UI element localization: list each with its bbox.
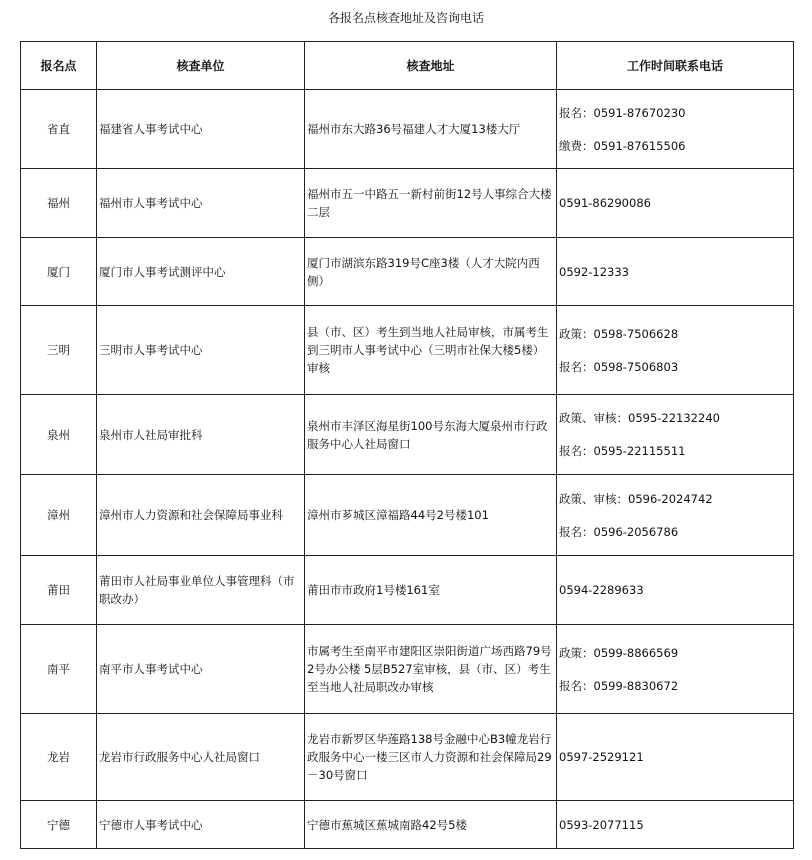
cell-address: 福州市东大路36号福建人才大厦13楼大厅 bbox=[305, 90, 557, 169]
cell-phone bbox=[557, 625, 794, 714]
cell-address: 宁德市蕉城区蕉城南路42号5楼 bbox=[305, 801, 557, 849]
phone-line: 缴费：0591-87615506 bbox=[559, 138, 686, 153]
cell-phone bbox=[557, 169, 794, 238]
cell-unit: 漳州市人力资源和社会保障局事业科 bbox=[97, 475, 305, 556]
phone-line: 0592-12333 bbox=[559, 264, 629, 279]
cell-site: 南平 bbox=[21, 625, 97, 714]
cell-site: 厦门 bbox=[21, 238, 97, 306]
phone-line: 0594-2289633 bbox=[559, 583, 644, 597]
cell-unit: 泉州市人社局审批科 bbox=[97, 395, 305, 475]
table-header-row bbox=[21, 42, 794, 90]
phone-line: 政策：0598-7506628 bbox=[559, 326, 679, 341]
cell-phone bbox=[557, 801, 794, 849]
cell-address: 县（市、区）考生到当地人社局审核，市属考生到三明市人事考试中心（三明市社保大楼5楼）审核 bbox=[305, 306, 557, 395]
cell-site: 福州 bbox=[21, 169, 97, 238]
cell-address: 厦门市湖滨东路319号C座3楼（人才大院内西侧） bbox=[305, 238, 557, 306]
table-row bbox=[21, 395, 794, 475]
cell-site: 宁德 bbox=[21, 801, 97, 849]
cell-unit: 厦门市人事考试测评中心 bbox=[97, 238, 305, 306]
header-site: 报名点 bbox=[21, 42, 97, 90]
phone-line: 0591-86290086 bbox=[559, 196, 651, 210]
table-row bbox=[21, 801, 794, 849]
cell-unit: 三明市人事考试中心 bbox=[97, 306, 305, 395]
phone-line: 报名：0591-87670230 bbox=[559, 105, 686, 120]
phone-line: 报名：0599-8830672 bbox=[559, 678, 679, 693]
phone-line: 0597-2529121 bbox=[559, 750, 644, 764]
phone-line: 报名：0595-22115511 bbox=[559, 444, 686, 458]
table-row bbox=[21, 90, 794, 169]
cell-address: 莆田市市政府1号楼161室 bbox=[305, 556, 557, 625]
cell-phone bbox=[557, 90, 794, 169]
phone-line: 0593-2077115 bbox=[559, 817, 644, 832]
table-row bbox=[21, 625, 794, 714]
cell-site: 龙岩 bbox=[21, 714, 97, 801]
page-title: 各报名点核查地址及咨询电话 bbox=[327, 11, 484, 25]
table-row bbox=[21, 238, 794, 306]
table-row bbox=[21, 306, 794, 395]
cell-phone bbox=[557, 475, 794, 556]
cell-unit: 莆田市人社局事业单位人事管理科（市职改办） bbox=[97, 556, 305, 625]
table-body bbox=[21, 90, 794, 849]
phone-line: 政策、审核：0595-22132240 bbox=[559, 411, 720, 425]
cell-site: 漳州 bbox=[21, 475, 97, 556]
verification-table bbox=[20, 41, 794, 849]
cell-unit: 福州市人事考试中心 bbox=[97, 169, 305, 238]
cell-address: 福州市五一中路五一新村前街12号人事综合大楼二层 bbox=[305, 169, 557, 238]
cell-address: 泉州市丰泽区海星街100号东海大厦泉州市行政服务中心人社局窗口 bbox=[305, 395, 557, 475]
cell-address: 龙岩市新罗区华莲路138号金融中心B3幢龙岩行政服务中心一楼三区市人力资源和社会保障局29－30号窗口 bbox=[305, 714, 557, 801]
phone-line: 报名：0598-7506803 bbox=[559, 359, 679, 374]
phone-line: 报名：0596-2056786 bbox=[559, 524, 679, 539]
phone-line: 政策：0599-8866569 bbox=[559, 645, 679, 660]
cell-phone bbox=[557, 306, 794, 395]
table-row bbox=[21, 169, 794, 238]
cell-unit: 宁德市人事考试中心 bbox=[97, 801, 305, 849]
header-phone: 工作时间联系电话 bbox=[557, 42, 794, 90]
cell-phone bbox=[557, 556, 794, 625]
cell-unit: 龙岩市行政服务中心人社局窗口 bbox=[97, 714, 305, 801]
cell-unit: 福建省人事考试中心 bbox=[97, 90, 305, 169]
table-row bbox=[21, 714, 794, 801]
cell-phone bbox=[557, 395, 794, 475]
cell-phone bbox=[557, 714, 794, 801]
cell-address: 漳州市芗城区漳福路44号2号楼101 bbox=[305, 475, 557, 556]
cell-unit: 南平市人事考试中心 bbox=[97, 625, 305, 714]
cell-site: 三明 bbox=[21, 306, 97, 395]
phone-line: 政策、审核：0596-2024742 bbox=[559, 491, 713, 506]
cell-site: 泉州 bbox=[21, 395, 97, 475]
table-row bbox=[21, 556, 794, 625]
header-address: 核查地址 bbox=[305, 42, 557, 90]
table-row bbox=[21, 475, 794, 556]
cell-phone bbox=[557, 238, 794, 306]
header-unit: 核查单位 bbox=[97, 42, 305, 90]
cell-address: 市属考生至南平市建阳区崇阳街道广场西路79号2号办公楼 5层B527室审核，县（市、区）考生至当地人社局职改办审核 bbox=[305, 625, 557, 714]
cell-site: 省直 bbox=[21, 90, 97, 169]
cell-site: 莆田 bbox=[21, 556, 97, 625]
